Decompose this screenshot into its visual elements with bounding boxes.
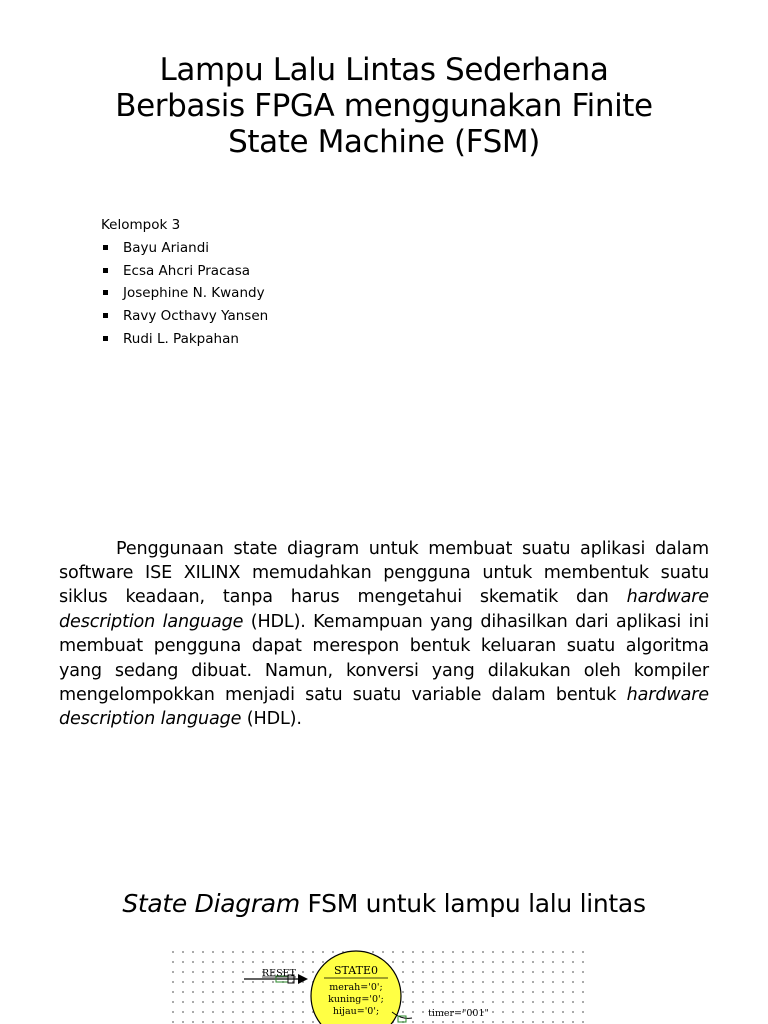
page-title (40, 52, 728, 160)
state0-action-2: kuning='0'; (328, 994, 384, 1005)
reset-arrowhead (298, 974, 308, 984)
section-title-italic: State Diagram (122, 889, 300, 918)
paragraph-italic-2: hardware description language (59, 685, 709, 730)
title-line-3: State Machine (FSM) (228, 124, 540, 160)
section-title (40, 887, 728, 921)
member-name: Ravy Octhavy Yansen (123, 308, 269, 325)
list-item (101, 305, 268, 328)
square-bullet-icon (103, 290, 108, 295)
paragraph-text-1: Penggunaan state diagram untuk membuat suatu aplikasi dalam software ISE XILINX memudahkan pengguna untuk membentuk suatu siklus keadaan, tanpa harus mengetahui skematik dan (59, 538, 709, 608)
square-bullet-icon (103, 313, 108, 318)
title-line-2: Berbasis FPGA menggunakan Finite (115, 88, 653, 124)
member-name: Ecsa Ahcri Pracasa (123, 262, 251, 279)
section-title-rest: FSM untuk lampu lalu lintas (299, 889, 646, 918)
state0-action-1: merah='0'; (329, 982, 383, 993)
title-line-1: Lampu Lalu Lintas Sederhana (159, 52, 609, 88)
paragraph-italic-1: hardware description language (59, 587, 709, 632)
body-paragraph (59, 537, 709, 732)
list-item (101, 260, 268, 283)
square-bullet-icon (103, 245, 108, 250)
group-info (101, 214, 268, 351)
state0-name: STATE0 (334, 964, 378, 977)
transition-label: timer="001" (428, 1008, 489, 1019)
list-item (101, 237, 268, 260)
paragraph-text-3: (HDL). (241, 709, 302, 730)
state0-action-3: hijau='0'; (332, 1006, 380, 1017)
group-label: Kelompok 3 (101, 217, 181, 233)
member-name: Josephine N. Kwandy (123, 285, 265, 302)
paragraph-text-2: (HDL). Kemampuan yang dihasilkan dari aplikasi ini membuat pengguna dapat merespon bentuk keluaran suatu algoritma yang sedang dibuat. Namun, konversi yang dilakukan oleh kompiler mengelompokkan menjadi satu suatu variable dalam bentuk (59, 611, 710, 706)
list-item (101, 282, 268, 305)
state-diagram (166, 944, 584, 1024)
member-name: Rudi L. Pakpahan (123, 330, 239, 347)
reset-label: RESET (262, 968, 296, 979)
square-bullet-icon (103, 268, 108, 273)
member-name: Bayu Ariandi (123, 239, 210, 256)
member-list (101, 237, 268, 351)
state-diagram-canvas (166, 944, 584, 1024)
list-item (101, 328, 268, 351)
square-bullet-icon (103, 336, 108, 341)
